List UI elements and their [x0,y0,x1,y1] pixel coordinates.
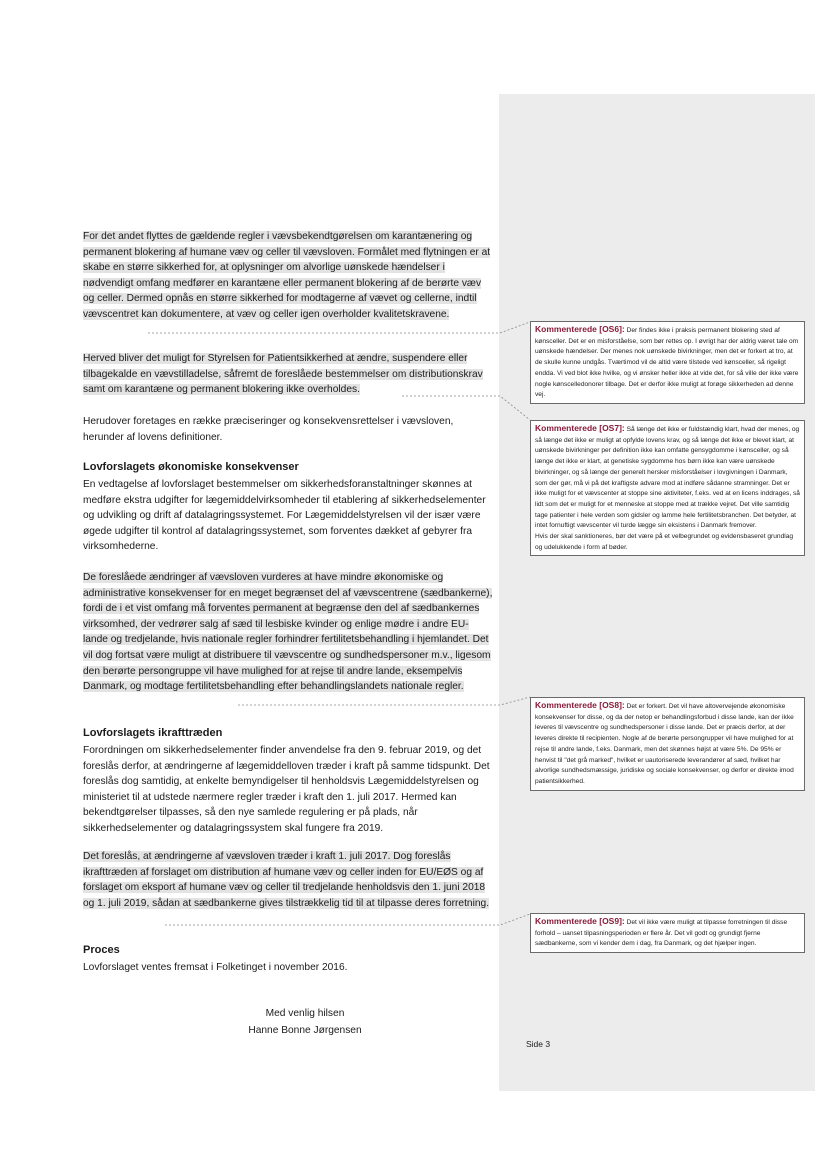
comment-label: Kommenterede [OS7]: [535,423,625,433]
paragraph-clarifications: Herudover foretages en række præciseringer og konsekvensrettelser i vævsloven, herunder af lovens definitioner. [83,416,454,443]
paragraph-revocation [83,351,493,398]
signer-name: Hanne Bonne Jørgensen [248,1025,362,1036]
paragraph-tissue-law [83,570,493,695]
highlighted-text-os8: De foreslåede ændringer af vævsloven vurderes at have mindre økonomiske og administrative konsekvenser for en meget begrænset del af vævscentrene (sædbankerne), fordi de i et vist omfang må forventes permanent at begrænse den del af sædbankernes virksomhed, der vedrører salg af sæd til lesbiske kvinder og enlige mødre i andre EU-lande og tredjelande, hvis nationale regler forhindrer fertilitetsbehandling i hjemlandet. Det vil dog fortsat være muligt at distribuere til vævscentre og sundhedspersoner m.v., ligesom den berørte persongruppe vil have mulighed for at rejse til andre lande, eksempelvis Danmark, og modtage fertilitetsbehandling efter behandlingslandets nationale regler. [83,572,493,693]
comment-text: Det vil ikke være muligt at tilpasse forretningen til disse forhold – uanset tilpasningsperioden er flere år. Det vil godt og grundigt fjerne sædbankerne, som vi kender dem i dag, fra Danmark, og det hjælper ingen. [535,919,788,948]
comment-label: Kommenterede [OS6]: [535,324,625,334]
highlighted-text-os6: For det andet flyttes de gældende regler i vævsbekendtgørelsen om karantænering og permanent blokering af humane væv og celler til vævsloven. Formålet med flytningen er at skabe en større sikkerhed for, at oplysninger om alvorlige uønskede hændelser i nødvendigt omfang medfører en karantæne eller permanent blokering af de berørte væv og celler. Dermed opnås en større sikkerhed for modtagerne af vævet og cellerne, indtil vævscentret kan dokumentere, at væv og celler igen overholder kvalitetskravene. [83,231,491,320]
paragraph-quarantine [83,229,493,323]
paragraph-tissue-law-dates [83,849,493,911]
heading-economic-consequences: Lovforslagets økonomiske konsekvenser [83,461,299,473]
comment-label: Kommenterede [OS9]: [535,916,625,926]
paragraph-process: Lovforslaget ventes fremsat i Folketinget i november 2016. [83,962,348,973]
comment-text-second: Hvis der skal sanktioneres, bør det være på et velbegrundet og evidensbaseret grundlag og udelukkende i form af bøder. [535,533,794,551]
comment-text: Det er forkert. Det vil have altovervejende økonomiske konsekvenser for disse, og da der netop er behandlingsforbud i disse lande, kan der ikke leveres til vævscentre og sundhedspersoner i disse lande. Det er præcis derfor, at der leveres direkte til recipienten. Nogle af de berørte persongrupper vil have mulighed for at rejse til andre lande, f.eks. Danmark, men det skønnes højst at være 5%. De 95% er henvist til "det grå marked", hvilket er uautoriserede leverandører af sæd, hvilket har alvorlige sundhedsmæssige, juridiske og sociale konsekvenser, og derfor er direkte imod patientsikkerhed. [535,703,794,785]
heading-entry-into-force: Lovforslagets ikrafttræden [83,727,223,739]
highlighted-text-os9: Det foreslås, at ændringerne af vævsloven træder i kraft 1. juli 2017. Dog foreslås ikrafttræden af forslaget om distribution af humane væv og celler inden for EU/EØS og af forslaget om eksport af humane væv og celler til tredjelande henholdsvis den 1. juni 2018 og 1. juli 2019, sådan at sædbankerne gives tilstrækkelig tid til at tilpasse deres forretning. [83,851,490,909]
comment-os6[interactable] [530,321,805,404]
highlighted-text-os7: Herved bliver det muligt for Styrelsen for Patientsikkerhed at ændre, suspendere eller tilbagekalde en vævstilladelse, såfremt de foreslåede bestemmelser om distributionskrav samt om karantæne og permanent blokering ikke overholdes. [83,353,483,396]
comment-text: Så længe det ikke er fuldstændig klart, hvad der menes, og så længe det ikke er muligt at opfylde lovens krav, og så længe det ikke er blevet klart, at uønskede bivirkninger per definition ikke kan omfatte gensygdomme i kønsceller, og så længe det ikke er klart, at genetiske sygdomme hos børn ikke kan være uønskede bivirkninger, og så længe der generelt hersker misforståelser i lovgivningen i Danmark, som der gør, må vi på det kraftigste advare mod at indføre sådanne stramninger. Det er ikke muligt for et vævscenter at stoppe sine aktiviteter, f.eks. ved at en licens inddrages, så lidt som det er muligt for et menneske at stoppe med at trække vejret. Det ville samtidig tage patienter i hele verden som gidsler og lamme hele fertilitetsbranchen. Det betyder, at intet fornuftigt vævscenter vil turde lægge sin eksistens i Danmark fremover. [535,426,800,530]
comment-label: Kommenterede [OS8]: [535,700,625,710]
paragraph-economic: En vedtagelse af lovforslaget bestemmelser om sikkerhedsforanstaltninger skønnes at medføre ekstra udgifter for lægemiddelvirksomheder til etablering af sikkerhedselementer og udvikling og drift af datalagringssystemet. For Lægemiddelstyrelsen vil der især være øgede udgifter til kontrol af datalagringssystemet, som forventes dækket af gebyrer fra virksomhederne. [83,479,486,553]
closing-greeting: Med venlig hilsen [265,1008,345,1019]
comment-text: Der findes ikke i praksis permanent blokering sted af kønsceller. Det er en misforståelse, som bør rettes op. I øvrigt har der aldrig været tale om uønskede hændelser. Der menes nok uønskede bivirkninger, men det er forkert at tro, at de skulle kunne undgås. Tværtimod vil de altid være tilstede ved kønsceller, så rigeligt endda. Vi ved blot ikke hvilke, og vi ønsker heller ikke at vide det, for så ville der ikke være nogle kønscelledonorer tilbage. Det er derfor ikke muligt at forøge sikkerheden ad denne vej. [535,327,799,399]
page-number: Side 3 [526,1039,551,1049]
paragraph-entry-into-force: Forordningen om sikkerhedselementer finder anvendelse fra den 9. februar 2019, og det foreslås derfor, at ændringerne af lægemiddelloven træder i kraft på samme tidspunkt. Det foreslås dog samtidig, at enkelte bemyndigelser til henholdsvis Lægemiddelstyrelsen og ministeriet til at udstede nærmere regler træder i kraft den 1. juli 2017. Hermed kan bekendtgørelser tilpasses, så den nye samlede regulering er på plads, når sikkerhedselementer og datalagringssystem skal fungere fra 2019. [83,745,490,834]
comment-os9[interactable] [530,913,805,953]
comment-os8[interactable] [530,697,805,791]
comment-os7[interactable] [530,420,805,556]
heading-process: Proces [83,944,120,956]
